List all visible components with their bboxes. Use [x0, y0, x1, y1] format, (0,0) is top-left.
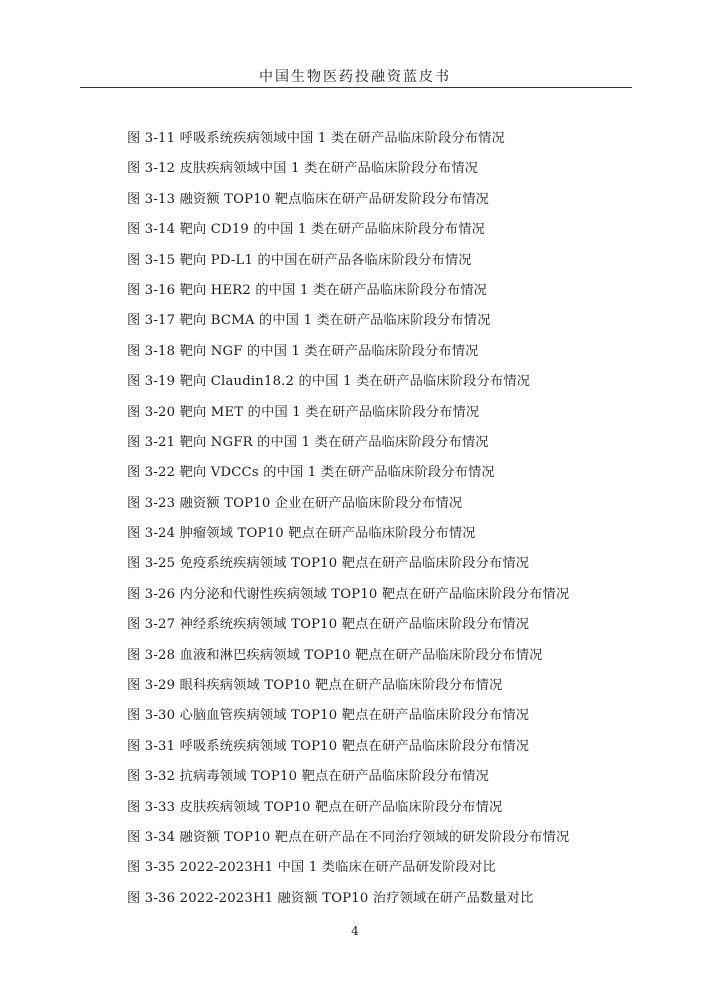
figure-list-item: 图 3-23 融资额 TOP10 企业在研产品临床阶段分布情况	[127, 495, 463, 511]
figure-list-item: 图 3-28 血液和淋巴疾病领域 TOP10 靶点在研产品临床阶段分布情况	[127, 647, 543, 663]
figure-list-item: 图 3-33 皮肤疾病领域 TOP10 靶点在研产品临床阶段分布情况	[127, 799, 503, 815]
figure-list-item: 图 3-17 靶向 BCMA 的中国 1 类在研产品临床阶段分布情况	[127, 313, 491, 329]
figure-list-item: 图 3-27 神经系统疾病领域 TOP10 靶点在研产品临床阶段分布情况	[127, 617, 530, 633]
figure-list	[127, 124, 569, 914]
figure-list-item: 图 3-15 靶向 PD-L1 的中国在研产品各临床阶段分布情况	[127, 252, 472, 268]
figure-list-item: 图 3-32 抗病毒领域 TOP10 靶点在研产品临床阶段分布情况	[127, 769, 490, 785]
figure-list-item: 图 3-34 融资额 TOP10 靶点在研产品在不同治疗领域的研发阶段分布情况	[127, 829, 570, 845]
running-header: 中国生物医药投融资蓝皮书	[259, 69, 451, 85]
figure-list-item: 图 3-20 靶向 MET 的中国 1 类在研产品临床阶段分布情况	[127, 404, 480, 420]
figure-list-item: 图 3-21 靶向 NGFR 的中国 1 类在研产品临床阶段分布情况	[127, 434, 489, 450]
figure-list-item: 图 3-19 靶向 Claudin18.2 的中国 1 类在研产品临床阶段分布情况	[127, 374, 531, 390]
figure-list-item: 图 3-29 眼科疾病领域 TOP10 靶点在研产品临床阶段分布情况	[127, 678, 503, 694]
figure-list-item: 图 3-35 2022-2023H1 中国 1 类临床在研产品研发阶段对比	[127, 860, 496, 876]
figure-list-item: 图 3-25 免疫系统疾病领域 TOP10 靶点在研产品临床阶段分布情况	[127, 556, 530, 572]
header-divider	[80, 87, 632, 88]
figure-list-item: 图 3-26 内分泌和代谢性疾病领域 TOP10 靶点在研产品临床阶段分布情况	[127, 586, 570, 602]
figure-list-item: 图 3-11 呼吸系统疾病领域中国 1 类在研产品临床阶段分布情况	[127, 131, 505, 146]
figure-list-item: 图 3-14 靶向 CD19 的中国 1 类在研产品临床阶段分布情况	[127, 222, 485, 238]
page-number: 4	[351, 924, 359, 938]
figure-list-item: 图 3-31 呼吸系统疾病领域 TOP10 靶点在研产品临床阶段分布情况	[127, 738, 530, 754]
figure-list-item: 图 3-16 靶向 HER2 的中国 1 类在研产品临床阶段分布情况	[127, 282, 487, 298]
figure-list-item: 图 3-30 心脑血管疾病领域 TOP10 靶点在研产品临床阶段分布情况	[127, 708, 530, 724]
figure-list-item: 图 3-36 2022-2023H1 融资额 TOP10 治疗领域在研产品数量对比	[127, 890, 534, 906]
figure-list-item: 图 3-22 靶向 VDCCs 的中国 1 类在研产品临床阶段分布情况	[127, 465, 495, 481]
figure-list-item: 图 3-12 皮肤疾病领域中国 1 类在研产品临床阶段分布情况	[127, 161, 479, 177]
figure-list-item: 图 3-18 靶向 NGF 的中国 1 类在研产品临床阶段分布情况	[127, 343, 479, 359]
figure-list-item: 图 3-13 融资额 TOP10 靶点临床在研产品研发阶段分布情况	[127, 191, 490, 207]
figure-list-item: 图 3-24 肿瘤领域 TOP10 靶点在研产品临床阶段分布情况	[127, 526, 476, 542]
